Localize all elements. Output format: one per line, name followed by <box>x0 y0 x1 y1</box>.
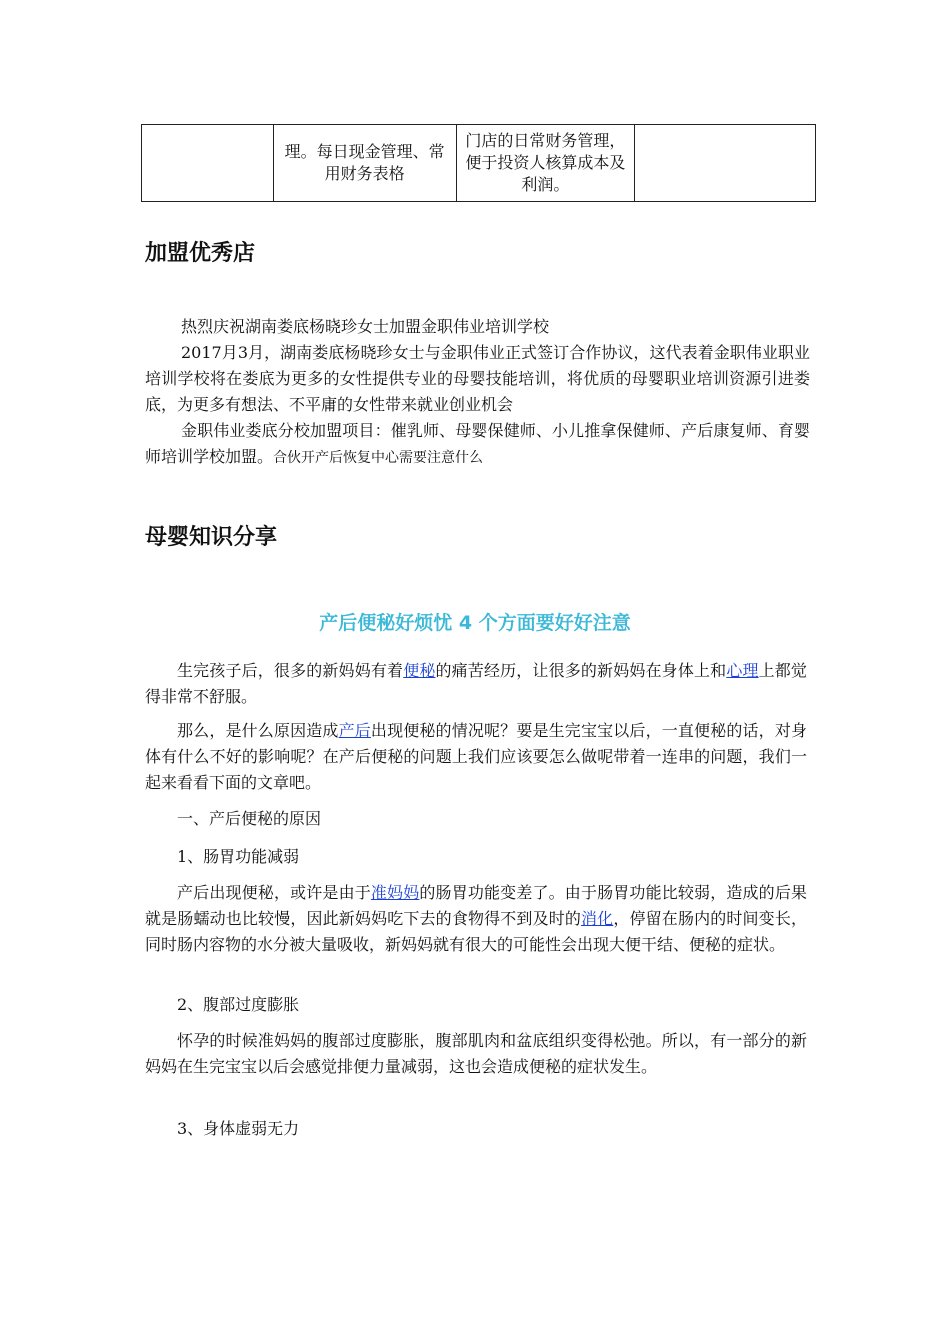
article-paragraph-2 <box>145 718 807 796</box>
table-cell: 理。每日现金管理、常用财务表格 <box>273 125 456 202</box>
finance-table <box>141 124 816 202</box>
section-heading-knowledge: 母婴知识分享 <box>145 525 278 550</box>
table-row <box>142 125 816 202</box>
celebration-line <box>145 314 810 340</box>
link-psychology[interactable]: 心理 <box>726 661 759 680</box>
article-title: 产后便秘好烦忧 4 个方面要好好注意 <box>319 612 631 634</box>
article-paragraph-1 <box>145 658 807 710</box>
text-span: 出现便秘的情况呢？要是生完宝宝以后，一直便秘的话，对身体有什么不好的影响呢？在产后便秘的问题上我们应该要怎么做呢带着一连串的问题，我们一起来看看下面的文章吧。 <box>145 721 807 792</box>
subheading-2: 2、腹部过度膨胀 <box>177 995 300 1014</box>
link-expectant-mother[interactable]: 准妈妈 <box>370 883 420 902</box>
article-paragraph-3 <box>145 880 807 958</box>
franchise-projects-paragraph <box>145 418 810 471</box>
subheading-1: 1、肠胃功能减弱 <box>177 847 300 866</box>
text-span: 产后出现便秘，或许是由于 <box>177 883 371 902</box>
link-digestion[interactable]: 消化 <box>581 909 614 928</box>
franchise-paragraph: 2017月3月，湖南娄底杨晓珍女士与金职伟业正式签订合作协议，这代表着金职伟业职业培训学校将在娄底为更多的女性提供专业的母婴技能培训，将优质的母婴职业培训资源引进娄底，为更多有想法、不平庸的女性带来就业创业机会 <box>145 343 810 414</box>
subheading-reasons: 一、产后便秘的原因 <box>177 809 322 828</box>
franchise-projects-text: 金职伟业娄底分校加盟项目：催乳师、母婴保健师、小儿推拿保健师、产后康复师、育婴师培训学校加盟。 <box>145 421 810 466</box>
table-cell <box>635 125 816 202</box>
table-cell: 门店的日常财务管理，便于投资人核算成本及利润。 <box>456 125 635 202</box>
text-span: 生完孩子后，很多的新妈妈有着 <box>177 661 404 680</box>
link-postpartum[interactable]: 产后 <box>338 721 371 740</box>
text-span: ，停留在肠内的时间变长，同时肠内容物的水分被大量吸收，新妈妈就有很大的可能性会出现大便干结、便秘的症状。 <box>145 909 807 954</box>
article-paragraph-4: 怀孕的时候准妈妈的腹部过度膨胀，腹部肌肉和盆底组织变得松弛。所以，有一部分的新妈妈在生完宝宝以后会感觉排便力量减弱，这也会造成便秘的症状发生。 <box>145 1031 807 1076</box>
text-span: 上都觉得非常不舒服。 <box>145 661 807 706</box>
text-span: 那么，是什么原因造成 <box>177 721 339 740</box>
celebration-text: 热烈庆祝湖南娄底杨晓珍女士加盟金职伟业培训学校 <box>181 317 550 336</box>
text-span: 的肠胃功能变差了。由于肠胃功能比较弱，造成的后果就是肠蠕动也比较慢，因此新妈妈吃下去的食物得不到及时的 <box>145 883 807 928</box>
table-cell <box>142 125 274 202</box>
text-span: 的痛苦经历，让很多的新妈妈在身体上和 <box>435 661 727 680</box>
section-heading-franchise: 加盟优秀店 <box>145 241 256 266</box>
link-constipation[interactable]: 便秘 <box>403 661 436 680</box>
subheading-3: 3、身体虚弱无力 <box>177 1119 300 1138</box>
franchise-note-text: 合伙开产后恢复中心需要注意什么 <box>273 450 484 466</box>
